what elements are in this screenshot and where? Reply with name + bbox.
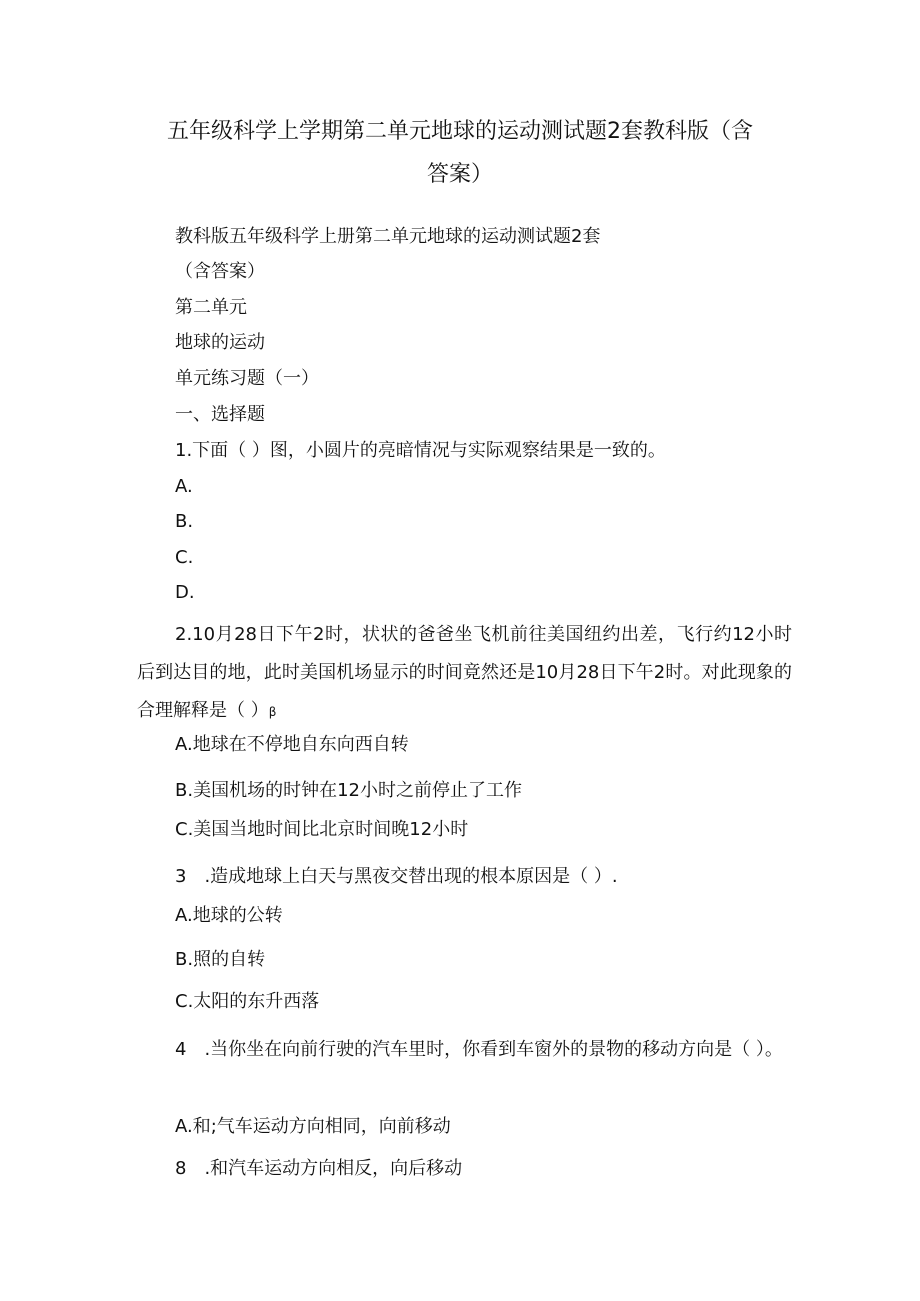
unit-label: 第二单元	[175, 297, 247, 318]
section-heading: 一、选择题	[175, 404, 265, 425]
question-4-option-a: A.和;气车运动方向相同，向前移动	[175, 1116, 451, 1137]
question-2-option-c: C.美国当地时间比北京时间晚12小时	[175, 819, 469, 840]
question-4-stem: 4 .当你坐在向前行驶的汽车里时，你看到车窗外的景物的移动方向是（ ）。	[175, 1039, 783, 1060]
unit-name: 地球的运动	[175, 332, 265, 353]
question-2-stem-text: 2.10月28日下午2时，状状的爸爸坐飞机前往美国纽约出差，飞行约12小时后到达目的地，此时美国机场显示的时间竟然还是10月28日下午2时。对此现象的合理解释是（ ）	[137, 624, 792, 721]
subtitle-line-1: 教科版五年级科学上册第二单元地球的运动测试题2套	[175, 226, 601, 247]
question-1-option-c: C.	[175, 547, 194, 568]
question-3-option-b: B.照的自转	[175, 949, 266, 970]
document-title-line-2: 答案）	[426, 162, 493, 187]
question-3-option-c: C.太阳的东升西落	[175, 991, 320, 1012]
question-2-option-b: B.美国机场的时钟在12小时之前停止了工作	[175, 780, 522, 801]
question-3-option-a: A.地球的公转	[175, 905, 283, 926]
question-1-option-b: B.	[175, 511, 194, 532]
question-2-stem	[137, 616, 792, 731]
question-1-stem: 1.下面（ ）图，小圆片的亮暗情况与实际观察结果是一致的。	[175, 440, 666, 461]
question-2-option-a: A.地球在不停地自东向西自转	[175, 734, 409, 755]
exercise-heading: 单元练习题（一）	[175, 368, 319, 389]
subtitle-line-2: （含答案）	[175, 261, 265, 282]
document-title-line-1: 五年级科学上学期第二单元地球的运动测试题2套教科版（含	[167, 119, 753, 144]
question-3-stem: 3 .造成地球上白天与黑夜交替出现的根本原因是（ ）.	[175, 866, 618, 887]
question-4-option-b: 8 .和汽车运动方向相反，向后移动	[175, 1158, 463, 1179]
question-2-stem-suffix: β	[268, 705, 277, 719]
question-1-option-d: D.	[175, 582, 195, 603]
question-1-option-a: A.	[175, 476, 193, 497]
